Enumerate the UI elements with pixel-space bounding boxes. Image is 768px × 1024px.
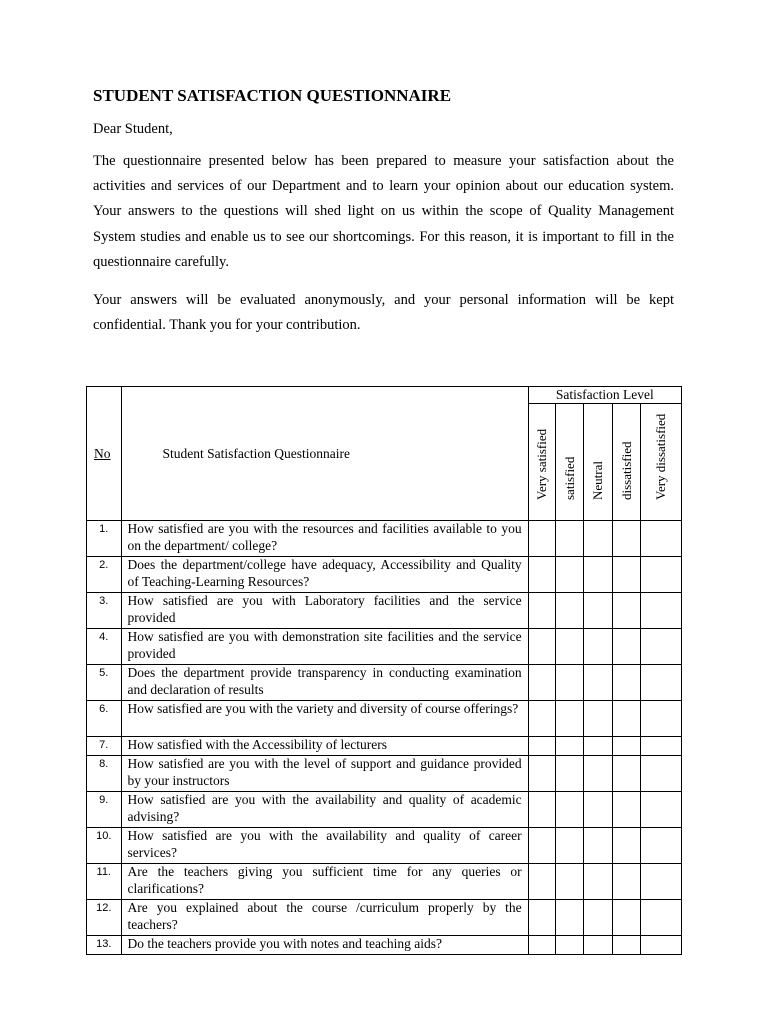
rating-cell[interactable] (556, 936, 584, 955)
question-text: How satisfied are you with the variety and diversity of course offerings? (121, 701, 528, 737)
rating-cell[interactable] (556, 701, 584, 737)
table-row (87, 665, 682, 701)
rating-cell[interactable] (612, 737, 640, 756)
level-header-neutral: Neutral (584, 404, 612, 521)
rating-cell[interactable] (556, 521, 584, 557)
row-number: 1. (87, 521, 122, 557)
rating-cell[interactable] (641, 701, 682, 737)
rating-cell[interactable] (584, 665, 612, 701)
rating-cell[interactable] (556, 557, 584, 593)
question-text: Does the department provide transparency in conducting examination and declaration of results (121, 665, 528, 701)
rating-cell[interactable] (584, 900, 612, 936)
question-text: How satisfied are you with demonstration site facilities and the service provided (121, 629, 528, 665)
rating-cell[interactable] (528, 665, 555, 701)
rating-cell[interactable] (528, 756, 555, 792)
rating-cell[interactable] (641, 665, 682, 701)
rating-cell[interactable] (584, 701, 612, 737)
question-text: Do the teachers provide you with notes and teaching aids? (121, 936, 528, 955)
table-row (87, 900, 682, 936)
rating-cell[interactable] (528, 521, 555, 557)
rating-cell[interactable] (641, 593, 682, 629)
rating-cell[interactable] (612, 864, 640, 900)
rating-cell[interactable] (584, 756, 612, 792)
row-number: 5. (87, 665, 122, 701)
rating-cell[interactable] (612, 936, 640, 955)
table-row (87, 792, 682, 828)
rating-cell[interactable] (612, 665, 640, 701)
rating-cell[interactable] (584, 936, 612, 955)
question-text: Are the teachers giving you sufficient time for any queries or clarifications? (121, 864, 528, 900)
intro-paragraph: The questionnaire presented below has been prepared to measure your satisfaction about the activities and services of our Department and to learn your opinion about our education system. Your answers to the questions will shed light on us within the scope of Quality Management System studies and enable us to see our shortcomings. For this reason, it is important to fill in the questionnaire carefully. (93, 153, 674, 270)
rating-cell[interactable] (641, 756, 682, 792)
table-row (87, 557, 682, 593)
row-number: 12. (87, 900, 122, 936)
row-number: 6. (87, 701, 122, 737)
level-header-satisfied: satisfied (556, 404, 584, 521)
rating-cell[interactable] (641, 900, 682, 936)
salutation: Dear Student, (93, 121, 173, 137)
question-text: Does the department/college have adequacy, Accessibility and Quality of Teaching-Learning Resources? (121, 557, 528, 593)
page-title: STUDENT SATISFACTION QUESTIONNAIRE (93, 86, 452, 105)
table-row (87, 593, 682, 629)
row-number: 8. (87, 756, 122, 792)
number-column-header: No (87, 387, 122, 521)
rating-cell[interactable] (612, 701, 640, 737)
table-row (87, 936, 682, 955)
rating-cell[interactable] (556, 792, 584, 828)
questionnaire-table (86, 386, 682, 955)
rating-cell[interactable] (612, 557, 640, 593)
row-number: 3. (87, 593, 122, 629)
row-number: 13. (87, 936, 122, 955)
rating-cell[interactable] (641, 737, 682, 756)
rating-cell[interactable] (641, 629, 682, 665)
rating-cell[interactable] (528, 828, 555, 864)
rating-cell[interactable] (641, 792, 682, 828)
rating-cell[interactable] (528, 792, 555, 828)
rating-cell[interactable] (528, 900, 555, 936)
table-row (87, 756, 682, 792)
rating-cell[interactable] (641, 864, 682, 900)
rating-cell[interactable] (612, 900, 640, 936)
question-text: How satisfied are you with the resources and facilities available to you on the department/ college? (121, 521, 528, 557)
rating-cell[interactable] (528, 629, 555, 665)
level-header-very-dissatisfied: Very dissatisfied (641, 404, 682, 521)
question-text: How satisfied are you with the availability and quality of career services? (121, 828, 528, 864)
rating-cell[interactable] (556, 629, 584, 665)
row-number: 4. (87, 629, 122, 665)
confidentiality-paragraph: Your answers will be evaluated anonymously, and your personal information will be kept confidential. Thank you for your contribution. (93, 292, 674, 334)
rating-cell[interactable] (584, 828, 612, 864)
rating-cell[interactable] (584, 792, 612, 828)
rating-cell[interactable] (556, 864, 584, 900)
rating-cell[interactable] (556, 737, 584, 756)
rating-cell[interactable] (556, 828, 584, 864)
rating-cell[interactable] (612, 629, 640, 665)
rating-cell[interactable] (528, 701, 555, 737)
rating-cell[interactable] (528, 864, 555, 900)
table-row (87, 828, 682, 864)
question-text: How satisfied are you with the level of support and guidance provided by your instructors (121, 756, 528, 792)
rating-cell[interactable] (641, 557, 682, 593)
rating-cell[interactable] (528, 936, 555, 955)
rating-cell[interactable] (612, 756, 640, 792)
table-row (87, 864, 682, 900)
table-row (87, 701, 682, 737)
rating-cell[interactable] (584, 593, 612, 629)
question-text: How satisfied are you with Laboratory facilities and the service provided (121, 593, 528, 629)
rating-cell[interactable] (528, 557, 555, 593)
row-number: 9. (87, 792, 122, 828)
satisfaction-level-header: Satisfaction Level (528, 387, 681, 404)
rating-cell[interactable] (556, 756, 584, 792)
rating-cell[interactable] (612, 593, 640, 629)
rating-cell[interactable] (584, 864, 612, 900)
question-text: How satisfied with the Accessibility of lecturers (121, 737, 528, 756)
row-number: 2. (87, 557, 122, 593)
rating-cell[interactable] (612, 792, 640, 828)
table-row (87, 737, 682, 756)
question-column-header: Student Satisfaction Questionnaire (121, 387, 528, 521)
level-header-very-satisfied: Very satisfied (528, 404, 555, 521)
rating-cell[interactable] (612, 828, 640, 864)
rating-cell[interactable] (641, 521, 682, 557)
rating-cell[interactable] (641, 936, 682, 955)
rating-cell[interactable] (584, 737, 612, 756)
rating-cell[interactable] (612, 521, 640, 557)
question-text: How satisfied are you with the availability and quality of academic advising? (121, 792, 528, 828)
rating-cell[interactable] (584, 521, 612, 557)
question-text: Are you explained about the course /curriculum properly by the teachers? (121, 900, 528, 936)
rating-cell[interactable] (556, 665, 584, 701)
level-header-dissatisfied: dissatisfied (612, 404, 640, 521)
table-row (87, 629, 682, 665)
table-row (87, 521, 682, 557)
rating-cell[interactable] (641, 828, 682, 864)
rating-cell[interactable] (584, 557, 612, 593)
row-number: 7. (87, 737, 122, 756)
rating-cell[interactable] (556, 593, 584, 629)
row-number: 11. (87, 864, 122, 900)
rating-cell[interactable] (528, 737, 555, 756)
rating-cell[interactable] (584, 629, 612, 665)
questionnaire-body (87, 521, 682, 955)
row-number: 10. (87, 828, 122, 864)
rating-cell[interactable] (556, 900, 584, 936)
rating-cell[interactable] (528, 593, 555, 629)
